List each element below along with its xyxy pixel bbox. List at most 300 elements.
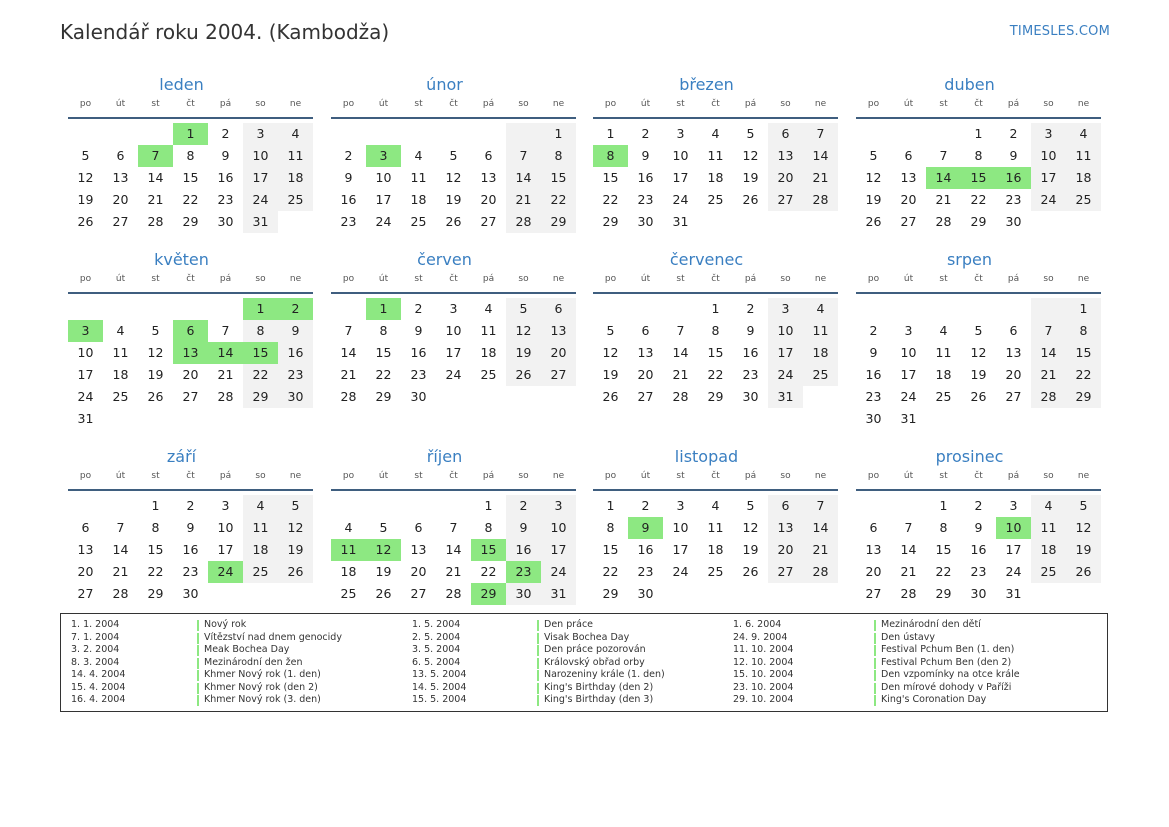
day-cell[interactable]: 13 — [637, 345, 654, 360]
day-cell[interactable]: 20 — [865, 564, 882, 579]
day-cell[interactable]: 27 — [112, 214, 129, 229]
day-cell[interactable]: 27 — [637, 389, 654, 404]
day-cell[interactable]: 31 — [77, 411, 94, 426]
day-cell[interactable]: 2 — [278, 298, 313, 320]
day-cell[interactable]: 28 — [217, 389, 234, 404]
day-cell[interactable]: 5 — [81, 148, 90, 163]
day-cell[interactable]: 4 — [939, 323, 948, 338]
day-cell[interactable]: 23 — [1005, 192, 1022, 207]
day-cell[interactable]: 15 — [602, 542, 619, 557]
day-cell[interactable]: 6 — [414, 520, 423, 535]
day-cell[interactable]: 19 — [147, 367, 164, 382]
day-cell[interactable]: 6 — [116, 148, 125, 163]
day-cell[interactable]: 11 — [803, 320, 838, 342]
day-cell[interactable]: 29 — [243, 386, 278, 408]
day-cell[interactable]: 27 — [1005, 389, 1022, 404]
day-cell[interactable]: 16 — [217, 170, 234, 185]
day-cell[interactable]: 22 — [935, 564, 952, 579]
day-cell[interactable]: 29 — [471, 583, 506, 605]
day-cell[interactable]: 29 — [602, 586, 619, 601]
day-cell[interactable]: 1 — [974, 126, 983, 141]
day-cell[interactable]: 21 — [672, 367, 689, 382]
day-cell[interactable]: 3 — [541, 495, 576, 517]
day-cell[interactable]: 15 — [541, 167, 576, 189]
day-cell[interactable]: 27 — [768, 189, 803, 211]
day-cell[interactable]: 13 — [112, 170, 129, 185]
day-cell[interactable]: 1 — [151, 498, 160, 513]
day-cell[interactable]: 27 — [900, 214, 917, 229]
day-cell[interactable]: 18 — [340, 564, 357, 579]
day-cell[interactable]: 17 — [900, 367, 917, 382]
day-cell[interactable]: 23 — [340, 214, 357, 229]
day-cell[interactable]: 17 — [672, 542, 689, 557]
day-cell[interactable]: 10 — [77, 345, 94, 360]
day-cell[interactable]: 17 — [1005, 542, 1022, 557]
day-cell[interactable]: 25 — [707, 564, 724, 579]
day-cell[interactable]: 8 — [1066, 320, 1101, 342]
day-cell[interactable]: 2 — [344, 148, 353, 163]
day-cell[interactable]: 9 — [869, 345, 878, 360]
day-cell[interactable]: 4 — [484, 301, 493, 316]
day-cell[interactable]: 30 — [506, 583, 541, 605]
day-cell[interactable]: 24 — [77, 389, 94, 404]
day-cell[interactable]: 2 — [641, 498, 650, 513]
day-cell[interactable]: 17 — [672, 170, 689, 185]
day-cell[interactable]: 12 — [445, 170, 462, 185]
day-cell[interactable]: 11 — [278, 145, 313, 167]
day-cell[interactable]: 16 — [865, 367, 882, 382]
day-cell[interactable]: 7 — [221, 323, 230, 338]
day-cell[interactable]: 9 — [628, 517, 663, 539]
day-cell[interactable]: 3 — [243, 123, 278, 145]
day-cell[interactable]: 20 — [410, 564, 427, 579]
day-cell[interactable]: 10 — [996, 517, 1031, 539]
day-cell[interactable]: 14 — [803, 145, 838, 167]
day-cell[interactable]: 23 — [217, 192, 234, 207]
day-cell[interactable]: 3 — [1009, 498, 1018, 513]
day-cell[interactable]: 22 — [480, 564, 497, 579]
day-cell[interactable]: 24 — [243, 189, 278, 211]
day-cell[interactable]: 6 — [484, 148, 493, 163]
day-cell[interactable]: 4 — [1066, 123, 1101, 145]
day-cell[interactable]: 5 — [278, 495, 313, 517]
day-cell[interactable]: 24 — [1005, 564, 1022, 579]
day-cell[interactable]: 16 — [410, 345, 427, 360]
day-cell[interactable]: 8 — [484, 520, 493, 535]
day-cell[interactable]: 8 — [151, 520, 160, 535]
day-cell[interactable]: 10 — [243, 145, 278, 167]
day-cell[interactable]: 21 — [340, 367, 357, 382]
day-cell[interactable]: 3 — [676, 498, 685, 513]
day-cell[interactable]: 9 — [221, 148, 230, 163]
day-cell[interactable]: 23 — [865, 389, 882, 404]
day-cell[interactable]: 12 — [506, 320, 541, 342]
day-cell[interactable]: 6 — [869, 520, 878, 535]
day-cell[interactable]: 29 — [147, 586, 164, 601]
day-cell[interactable]: 30 — [182, 586, 199, 601]
day-cell[interactable]: 2 — [974, 498, 983, 513]
day-cell[interactable]: 6 — [173, 320, 208, 342]
day-cell[interactable]: 16 — [340, 192, 357, 207]
day-cell[interactable]: 30 — [217, 214, 234, 229]
day-cell[interactable]: 21 — [217, 367, 234, 382]
day-cell[interactable]: 25 — [480, 367, 497, 382]
day-cell[interactable]: 11 — [707, 520, 724, 535]
day-cell[interactable]: 8 — [186, 148, 195, 163]
day-cell[interactable]: 4 — [1031, 495, 1066, 517]
day-cell[interactable]: 9 — [414, 323, 423, 338]
day-cell[interactable]: 2 — [641, 126, 650, 141]
day-cell[interactable]: 18 — [707, 170, 724, 185]
day-cell[interactable]: 7 — [344, 323, 353, 338]
day-cell[interactable]: 6 — [904, 148, 913, 163]
day-cell[interactable]: 13 — [865, 542, 882, 557]
day-cell[interactable]: 1 — [606, 498, 615, 513]
day-cell[interactable]: 29 — [707, 389, 724, 404]
day-cell[interactable]: 5 — [746, 498, 755, 513]
day-cell[interactable]: 12 — [742, 520, 759, 535]
day-cell[interactable]: 11 — [480, 323, 497, 338]
day-cell[interactable]: 23 — [506, 561, 541, 583]
day-cell[interactable]: 26 — [147, 389, 164, 404]
day-cell[interactable]: 17 — [768, 342, 803, 364]
day-cell[interactable]: 7 — [506, 145, 541, 167]
day-cell[interactable]: 26 — [506, 364, 541, 386]
day-cell[interactable]: 25 — [112, 389, 129, 404]
day-cell[interactable]: 24 — [900, 389, 917, 404]
day-cell[interactable]: 28 — [147, 214, 164, 229]
day-cell[interactable]: 2 — [186, 498, 195, 513]
day-cell[interactable]: 10 — [375, 170, 392, 185]
day-cell[interactable]: 8 — [541, 145, 576, 167]
day-cell[interactable]: 15 — [147, 542, 164, 557]
day-cell[interactable]: 31 — [672, 214, 689, 229]
day-cell[interactable]: 16 — [278, 342, 313, 364]
day-cell[interactable]: 27 — [480, 214, 497, 229]
day-cell[interactable]: 27 — [768, 561, 803, 583]
day-cell[interactable]: 30 — [637, 586, 654, 601]
day-cell[interactable]: 14 — [445, 542, 462, 557]
day-cell[interactable]: 22 — [970, 192, 987, 207]
day-cell[interactable]: 13 — [900, 170, 917, 185]
day-cell[interactable]: 19 — [865, 192, 882, 207]
day-cell[interactable]: 7 — [904, 520, 913, 535]
day-cell[interactable]: 2 — [506, 495, 541, 517]
day-cell[interactable]: 6 — [541, 298, 576, 320]
day-cell[interactable]: 28 — [112, 586, 129, 601]
day-cell[interactable]: 13 — [173, 342, 208, 364]
day-cell[interactable]: 3 — [904, 323, 913, 338]
day-cell[interactable]: 28 — [935, 214, 952, 229]
day-cell[interactable]: 1 — [711, 301, 720, 316]
day-cell[interactable]: 27 — [77, 586, 94, 601]
day-cell[interactable]: 4 — [278, 123, 313, 145]
day-cell[interactable]: 15 — [935, 542, 952, 557]
day-cell[interactable]: 8 — [974, 148, 983, 163]
day-cell[interactable]: 24 — [1031, 189, 1066, 211]
day-cell[interactable]: 31 — [768, 386, 803, 408]
day-cell[interactable]: 24 — [445, 367, 462, 382]
day-cell[interactable]: 26 — [278, 561, 313, 583]
day-cell[interactable]: 26 — [77, 214, 94, 229]
day-cell[interactable]: 15 — [1066, 342, 1101, 364]
day-cell[interactable]: 11 — [1031, 517, 1066, 539]
day-cell[interactable]: 3 — [1031, 123, 1066, 145]
day-cell[interactable]: 23 — [182, 564, 199, 579]
day-cell[interactable]: 7 — [803, 495, 838, 517]
day-cell[interactable]: 14 — [112, 542, 129, 557]
day-cell[interactable]: 6 — [768, 123, 803, 145]
day-cell[interactable]: 29 — [541, 211, 576, 233]
day-cell[interactable]: 2 — [746, 301, 755, 316]
day-cell[interactable]: 25 — [803, 364, 838, 386]
day-cell[interactable]: 9 — [641, 148, 650, 163]
day-cell[interactable]: 29 — [935, 586, 952, 601]
day-cell[interactable]: 4 — [414, 148, 423, 163]
day-cell[interactable]: 30 — [1005, 214, 1022, 229]
day-cell[interactable]: 14 — [340, 345, 357, 360]
day-cell[interactable]: 12 — [366, 539, 401, 561]
day-cell[interactable]: 4 — [711, 498, 720, 513]
day-cell[interactable]: 18 — [112, 367, 129, 382]
day-cell[interactable]: 16 — [637, 542, 654, 557]
day-cell[interactable]: 11 — [243, 517, 278, 539]
day-cell[interactable]: 13 — [77, 542, 94, 557]
day-cell[interactable]: 16 — [506, 539, 541, 561]
day-cell[interactable]: 4 — [243, 495, 278, 517]
day-cell[interactable]: 26 — [742, 564, 759, 579]
day-cell[interactable]: 20 — [900, 192, 917, 207]
day-cell[interactable]: 24 — [541, 561, 576, 583]
day-cell[interactable]: 30 — [865, 411, 882, 426]
day-cell[interactable]: 9 — [746, 323, 755, 338]
day-cell[interactable]: 30 — [970, 586, 987, 601]
day-cell[interactable]: 22 — [243, 364, 278, 386]
day-cell[interactable]: 3 — [68, 320, 103, 342]
day-cell[interactable]: 28 — [1031, 386, 1066, 408]
day-cell[interactable]: 25 — [278, 189, 313, 211]
day-cell[interactable]: 21 — [506, 189, 541, 211]
day-cell[interactable]: 5 — [506, 298, 541, 320]
day-cell[interactable]: 8 — [243, 320, 278, 342]
day-cell[interactable]: 18 — [480, 345, 497, 360]
day-cell[interactable]: 21 — [112, 564, 129, 579]
day-cell[interactable]: 5 — [379, 520, 388, 535]
day-cell[interactable]: 11 — [410, 170, 427, 185]
day-cell[interactable]: 6 — [768, 495, 803, 517]
day-cell[interactable]: 7 — [138, 145, 173, 167]
day-cell[interactable]: 28 — [445, 586, 462, 601]
day-cell[interactable]: 17 — [541, 539, 576, 561]
day-cell[interactable]: 13 — [410, 542, 427, 557]
day-cell[interactable]: 3 — [221, 498, 230, 513]
day-cell[interactable]: 27 — [541, 364, 576, 386]
day-cell[interactable]: 18 — [803, 342, 838, 364]
day-cell[interactable]: 14 — [926, 167, 961, 189]
day-cell[interactable]: 31 — [900, 411, 917, 426]
day-cell[interactable]: 24 — [375, 214, 392, 229]
day-cell[interactable]: 1 — [366, 298, 401, 320]
day-cell[interactable]: 26 — [445, 214, 462, 229]
day-cell[interactable]: 9 — [974, 520, 983, 535]
day-cell[interactable]: 15 — [243, 342, 278, 364]
day-cell[interactable]: 18 — [1066, 167, 1101, 189]
day-cell[interactable]: 15 — [375, 345, 392, 360]
day-cell[interactable]: 14 — [803, 517, 838, 539]
day-cell[interactable]: 15 — [471, 539, 506, 561]
day-cell[interactable]: 18 — [243, 539, 278, 561]
day-cell[interactable]: 23 — [637, 192, 654, 207]
day-cell[interactable]: 31 — [1005, 586, 1022, 601]
day-cell[interactable]: 18 — [935, 367, 952, 382]
day-cell[interactable]: 19 — [278, 539, 313, 561]
day-cell[interactable]: 4 — [803, 298, 838, 320]
day-cell[interactable]: 22 — [1066, 364, 1101, 386]
day-cell[interactable]: 26 — [1066, 561, 1101, 583]
day-cell[interactable]: 25 — [243, 561, 278, 583]
day-cell[interactable]: 14 — [506, 167, 541, 189]
day-cell[interactable]: 10 — [217, 520, 234, 535]
day-cell[interactable]: 7 — [1031, 320, 1066, 342]
day-cell[interactable]: 10 — [672, 520, 689, 535]
day-cell[interactable]: 16 — [182, 542, 199, 557]
day-cell[interactable]: 14 — [672, 345, 689, 360]
day-cell[interactable]: 29 — [182, 214, 199, 229]
day-cell[interactable]: 1 — [173, 123, 208, 145]
day-cell[interactable]: 14 — [147, 170, 164, 185]
day-cell[interactable]: 4 — [711, 126, 720, 141]
day-cell[interactable]: 12 — [970, 345, 987, 360]
day-cell[interactable]: 30 — [410, 389, 427, 404]
day-cell[interactable]: 26 — [375, 586, 392, 601]
day-cell[interactable]: 6 — [641, 323, 650, 338]
day-cell[interactable]: 22 — [182, 192, 199, 207]
day-cell[interactable]: 10 — [768, 320, 803, 342]
day-cell[interactable]: 6 — [81, 520, 90, 535]
day-cell[interactable]: 6 — [1009, 323, 1018, 338]
day-cell[interactable]: 27 — [182, 389, 199, 404]
day-cell[interactable]: 17 — [243, 167, 278, 189]
day-cell[interactable]: 11 — [331, 539, 366, 561]
day-cell[interactable]: 12 — [1066, 517, 1101, 539]
day-cell[interactable]: 10 — [900, 345, 917, 360]
day-cell[interactable]: 11 — [112, 345, 129, 360]
day-cell[interactable]: 10 — [541, 517, 576, 539]
day-cell[interactable]: 14 — [1031, 342, 1066, 364]
day-cell[interactable]: 12 — [278, 517, 313, 539]
day-cell[interactable]: 19 — [742, 542, 759, 557]
day-cell[interactable]: 17 — [445, 345, 462, 360]
day-cell[interactable]: 5 — [151, 323, 160, 338]
day-cell[interactable]: 5 — [606, 323, 615, 338]
day-cell[interactable]: 7 — [676, 323, 685, 338]
day-cell[interactable]: 10 — [1031, 145, 1066, 167]
day-cell[interactable]: 11 — [1066, 145, 1101, 167]
day-cell[interactable]: 23 — [742, 367, 759, 382]
day-cell[interactable]: 1 — [939, 498, 948, 513]
day-cell[interactable]: 26 — [602, 389, 619, 404]
day-cell[interactable]: 20 — [480, 192, 497, 207]
day-cell[interactable]: 18 — [707, 542, 724, 557]
day-cell[interactable]: 18 — [1031, 539, 1066, 561]
day-cell[interactable]: 28 — [340, 389, 357, 404]
day-cell[interactable]: 24 — [208, 561, 243, 583]
day-cell[interactable]: 17 — [77, 367, 94, 382]
day-cell[interactable]: 2 — [1009, 126, 1018, 141]
day-cell[interactable]: 31 — [541, 583, 576, 605]
day-cell[interactable]: 3 — [449, 301, 458, 316]
day-cell[interactable]: 7 — [449, 520, 458, 535]
day-cell[interactable]: 25 — [707, 192, 724, 207]
day-cell[interactable]: 1 — [541, 123, 576, 145]
day-cell[interactable]: 23 — [410, 367, 427, 382]
day-cell[interactable]: 7 — [803, 123, 838, 145]
day-cell[interactable]: 21 — [935, 192, 952, 207]
day-cell[interactable]: 3 — [366, 145, 401, 167]
day-cell[interactable]: 20 — [112, 192, 129, 207]
day-cell[interactable]: 19 — [1066, 539, 1101, 561]
day-cell[interactable]: 20 — [637, 367, 654, 382]
day-cell[interactable]: 29 — [970, 214, 987, 229]
day-cell[interactable]: 24 — [672, 564, 689, 579]
day-cell[interactable]: 22 — [707, 367, 724, 382]
day-cell[interactable]: 18 — [410, 192, 427, 207]
day-cell[interactable]: 9 — [506, 517, 541, 539]
day-cell[interactable]: 16 — [970, 542, 987, 557]
day-cell[interactable]: 22 — [602, 564, 619, 579]
day-cell[interactable]: 9 — [186, 520, 195, 535]
day-cell[interactable]: 7 — [939, 148, 948, 163]
day-cell[interactable]: 30 — [742, 389, 759, 404]
day-cell[interactable]: 11 — [935, 345, 952, 360]
day-cell[interactable]: 22 — [602, 192, 619, 207]
day-cell[interactable]: 25 — [935, 389, 952, 404]
day-cell[interactable]: 19 — [970, 367, 987, 382]
day-cell[interactable]: 28 — [803, 189, 838, 211]
day-cell[interactable]: 10 — [445, 323, 462, 338]
day-cell[interactable]: 5 — [449, 148, 458, 163]
day-cell[interactable]: 7 — [116, 520, 125, 535]
day-cell[interactable]: 15 — [182, 170, 199, 185]
day-cell[interactable]: 8 — [606, 520, 615, 535]
day-cell[interactable]: 12 — [742, 148, 759, 163]
day-cell[interactable]: 12 — [77, 170, 94, 185]
day-cell[interactable]: 8 — [939, 520, 948, 535]
day-cell[interactable]: 2 — [221, 126, 230, 141]
day-cell[interactable]: 29 — [375, 389, 392, 404]
day-cell[interactable]: 4 — [116, 323, 125, 338]
day-cell[interactable]: 25 — [410, 214, 427, 229]
day-cell[interactable]: 15 — [961, 167, 996, 189]
day-cell[interactable]: 29 — [602, 214, 619, 229]
day-cell[interactable]: 23 — [970, 564, 987, 579]
day-cell[interactable]: 9 — [1009, 148, 1018, 163]
day-cell[interactable]: 3 — [768, 298, 803, 320]
day-cell[interactable]: 26 — [970, 389, 987, 404]
day-cell[interactable]: 21 — [1031, 364, 1066, 386]
day-cell[interactable]: 28 — [803, 561, 838, 583]
day-cell[interactable]: 21 — [803, 167, 838, 189]
day-cell[interactable]: 8 — [379, 323, 388, 338]
day-cell[interactable]: 12 — [602, 345, 619, 360]
day-cell[interactable]: 22 — [147, 564, 164, 579]
day-cell[interactable]: 13 — [768, 517, 803, 539]
day-cell[interactable]: 29 — [1066, 386, 1101, 408]
day-cell[interactable]: 22 — [375, 367, 392, 382]
day-cell[interactable]: 13 — [480, 170, 497, 185]
day-cell[interactable]: 19 — [375, 564, 392, 579]
day-cell[interactable]: 2 — [869, 323, 878, 338]
